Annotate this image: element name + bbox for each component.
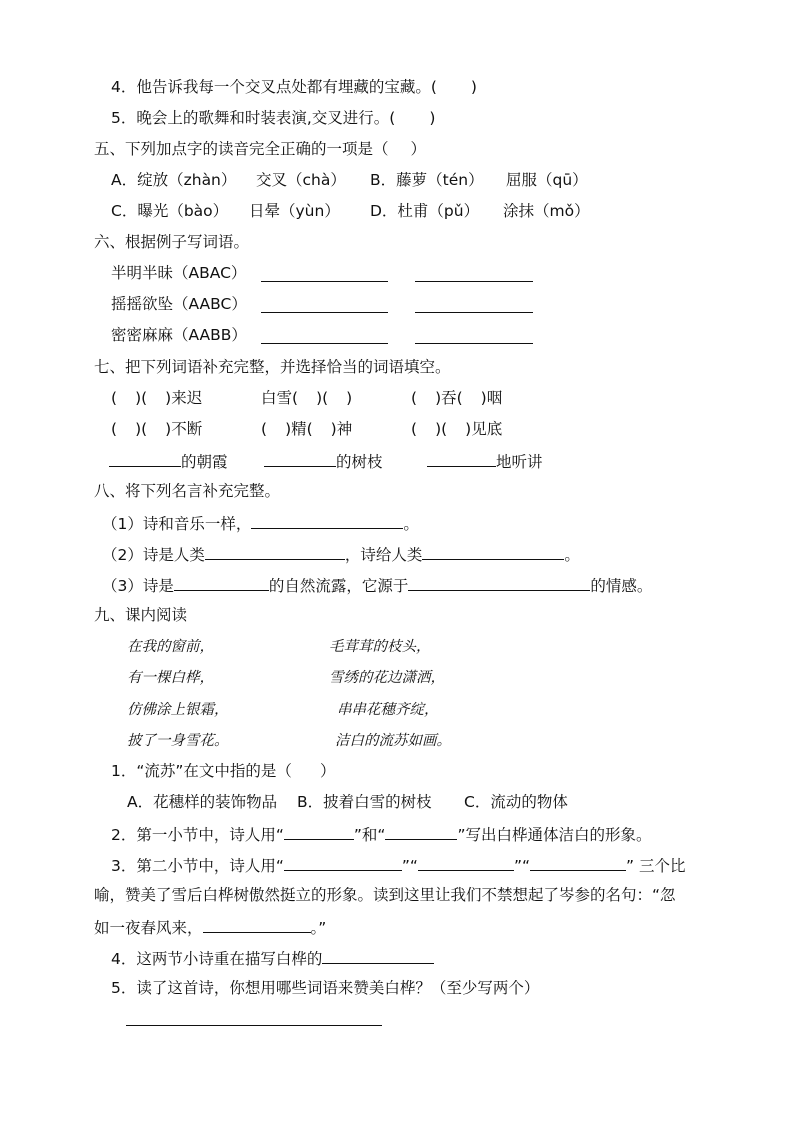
answer-blank[interactable] <box>530 854 626 871</box>
q6-answer-line[interactable] <box>415 312 533 313</box>
answer-paren-close: ） <box>319 762 336 780</box>
fill-text: 地听讲 <box>496 453 543 471</box>
paren-open: ( <box>411 420 418 438</box>
q7-title: 七、把下列词语补充完整，并选择恰当的词语填空。 <box>94 358 451 376</box>
q9-title: 九、课内阅读 <box>94 606 188 624</box>
answer-paren-close: ） <box>410 140 427 158</box>
q6-answer-line[interactable] <box>415 281 533 282</box>
q9-text: ” 三个比 <box>626 857 686 875</box>
answer-blank[interactable] <box>422 543 564 560</box>
q4-item-5-text: 5．晚会上的歌舞和时装表演,交叉进行。( <box>111 109 396 127</box>
q6-answer-line[interactable] <box>415 343 533 344</box>
q8-item-2 <box>102 543 580 565</box>
answer-blank[interactable] <box>251 512 403 529</box>
word-text: )吞( <box>435 389 463 407</box>
word-text: )神 <box>330 420 353 438</box>
word-text: )不断 <box>165 420 203 438</box>
paren-mid: )( <box>135 420 148 438</box>
answer-blank[interactable] <box>385 823 457 840</box>
paren-open: ( <box>411 389 418 407</box>
q5-option-a-1: A．绽放（zhàn） <box>111 171 237 189</box>
q6-example-3: 密密麻麻（AABB） <box>111 326 247 344</box>
answer-blank[interactable] <box>284 854 402 871</box>
q5-option-d-1: D．杜甫（pǔ） <box>370 202 480 220</box>
q4-item-4-text: 4．他告诉我每一个交叉点处都有埋藏的宝藏。( <box>111 78 437 96</box>
answer-blank[interactable] <box>203 916 311 933</box>
q8-item-1 <box>102 512 419 534</box>
q9-text: 如一夜春风来， <box>94 919 203 937</box>
paren-mid: )( <box>316 389 329 407</box>
q9-text: 4．这两节小诗重在描写白桦的 <box>111 950 323 968</box>
q6-example-2: 摇摇欲坠（AABC） <box>111 295 247 313</box>
paren-open: ( <box>111 420 118 438</box>
poem-line: 洁白的流苏如画。 <box>335 733 451 749</box>
q9-sub-3-cont: 喻，赞美了雪后白桦树傲然挺立的形象。读到这里让我们不禁想起了岑参的名句：“忽 <box>94 886 676 904</box>
q5-option-b-2: 屈服（qū） <box>506 171 588 189</box>
q9-text: ”“ <box>513 857 531 875</box>
q8-item-3 <box>102 574 652 596</box>
q8-text: （3）诗是 <box>102 577 174 595</box>
poem-line: 雪绣的花边潇洒， <box>329 670 445 686</box>
q7-word-3 <box>411 388 502 408</box>
word-text: )精( <box>285 420 313 438</box>
answer-blank[interactable] <box>284 823 354 840</box>
answer-paren-close: ) <box>470 78 477 96</box>
poem-line: 披了一身雪花。 <box>127 733 229 749</box>
answer-blank[interactable] <box>264 450 336 467</box>
q7-fill-3 <box>427 450 543 472</box>
q8-text: 。 <box>403 515 419 533</box>
q5-option-a-2: 交叉（chà） <box>256 171 346 189</box>
poem-line: 毛茸茸的枝头， <box>329 639 431 655</box>
q5-option-d-2: 涂抹（mǒ） <box>503 202 590 220</box>
q6-example-1: 半明半昧（ABAC） <box>111 264 247 282</box>
poem-line: 串串花穗齐绽， <box>337 702 439 718</box>
word-text: )咽 <box>480 389 503 407</box>
answer-blank[interactable] <box>322 947 434 964</box>
paren-mid: )( <box>435 420 448 438</box>
q9-sub-1-opt-c: C．流动的物体 <box>464 793 568 811</box>
word-text: )来迟 <box>165 389 203 407</box>
q9-sub-4 <box>111 947 434 969</box>
q9-sub-1-opt-b: B．披着白雪的树枝 <box>297 793 432 811</box>
answer-paren-close: ) <box>429 109 436 127</box>
q6-answer-line[interactable] <box>261 312 388 313</box>
q8-text: 。 <box>564 546 580 564</box>
poem-line: 在我的窗前， <box>127 639 214 655</box>
paren-open: ( <box>111 389 118 407</box>
answer-blank[interactable] <box>427 450 496 467</box>
answer-blank[interactable] <box>174 574 269 591</box>
q9-text: 2．第一小节中，诗人用“ <box>111 826 284 844</box>
q8-text: （2）诗是人类 <box>102 546 205 564</box>
q7-word-2 <box>261 388 352 408</box>
q7-fill-1 <box>109 450 228 472</box>
q4-item-5 <box>111 108 435 128</box>
paren-open: ( <box>261 420 268 438</box>
q8-text: ，诗给人类 <box>344 546 423 564</box>
q9-text: ”和“ <box>353 826 386 844</box>
q9-sub-3 <box>111 854 686 876</box>
q8-title: 八、将下列名言补充完整。 <box>94 482 281 500</box>
q7-word-4 <box>111 419 202 439</box>
fill-text: 的树枝 <box>336 453 383 471</box>
q9-text: 3．第二小节中，诗人用“ <box>111 857 284 875</box>
q7-word-1 <box>111 388 202 408</box>
poem-line: 仿佛涂上银霜， <box>127 702 229 718</box>
fill-text: 的朝霞 <box>181 453 228 471</box>
q9-sub-1 <box>111 761 335 781</box>
q4-item-4 <box>111 77 477 97</box>
q8-text: （1）诗和音乐一样， <box>102 515 252 533</box>
q5-option-b-1: B．藤萝（tén） <box>370 171 484 189</box>
q7-fill-2 <box>264 450 383 472</box>
q5-title-text: 五、下列加点字的读音完全正确的一项是（ <box>94 140 389 158</box>
q7-word-6 <box>411 419 502 439</box>
answer-blank[interactable] <box>109 450 181 467</box>
q9-sub-5: 5．读了这首诗，你想用哪些词语来赞美白桦？（至少写两个） <box>111 979 540 997</box>
poem-line: 有一棵白桦， <box>127 670 214 686</box>
word-text: 白雪( <box>261 389 299 407</box>
q9-text: 1．“流苏”在文中指的是（ <box>111 762 292 780</box>
q7-word-5 <box>261 419 352 439</box>
q6-answer-line[interactable] <box>261 343 388 344</box>
q5-option-c-2: 日晕（yùn） <box>249 202 340 220</box>
q8-text: 的情感。 <box>590 577 653 595</box>
answer-blank[interactable] <box>408 574 590 591</box>
q5-option-c-1: C．曝光（bào） <box>111 202 229 220</box>
answer-blank[interactable] <box>418 854 514 871</box>
q9-sub-1-opt-a: A．花穗样的装饰物品 <box>127 793 278 811</box>
q9-text: 。” <box>310 919 327 937</box>
q9-sub-3-cont2 <box>94 916 326 938</box>
q5-title <box>94 139 426 159</box>
paren-mid: )( <box>135 389 148 407</box>
paren-close: ) <box>346 389 353 407</box>
answer-line[interactable] <box>126 1025 382 1026</box>
word-text: )见底 <box>465 420 503 438</box>
q6-title: 六、根据例子写词语。 <box>94 233 250 251</box>
answer-blank[interactable] <box>205 543 345 560</box>
q8-text: 的自然流露，它源于 <box>268 577 409 595</box>
q9-text: ”“ <box>401 857 418 875</box>
q9-text: ”写出白桦通体洁白的形象。 <box>457 826 652 844</box>
q6-answer-line[interactable] <box>261 281 388 282</box>
q9-sub-2 <box>111 823 652 845</box>
